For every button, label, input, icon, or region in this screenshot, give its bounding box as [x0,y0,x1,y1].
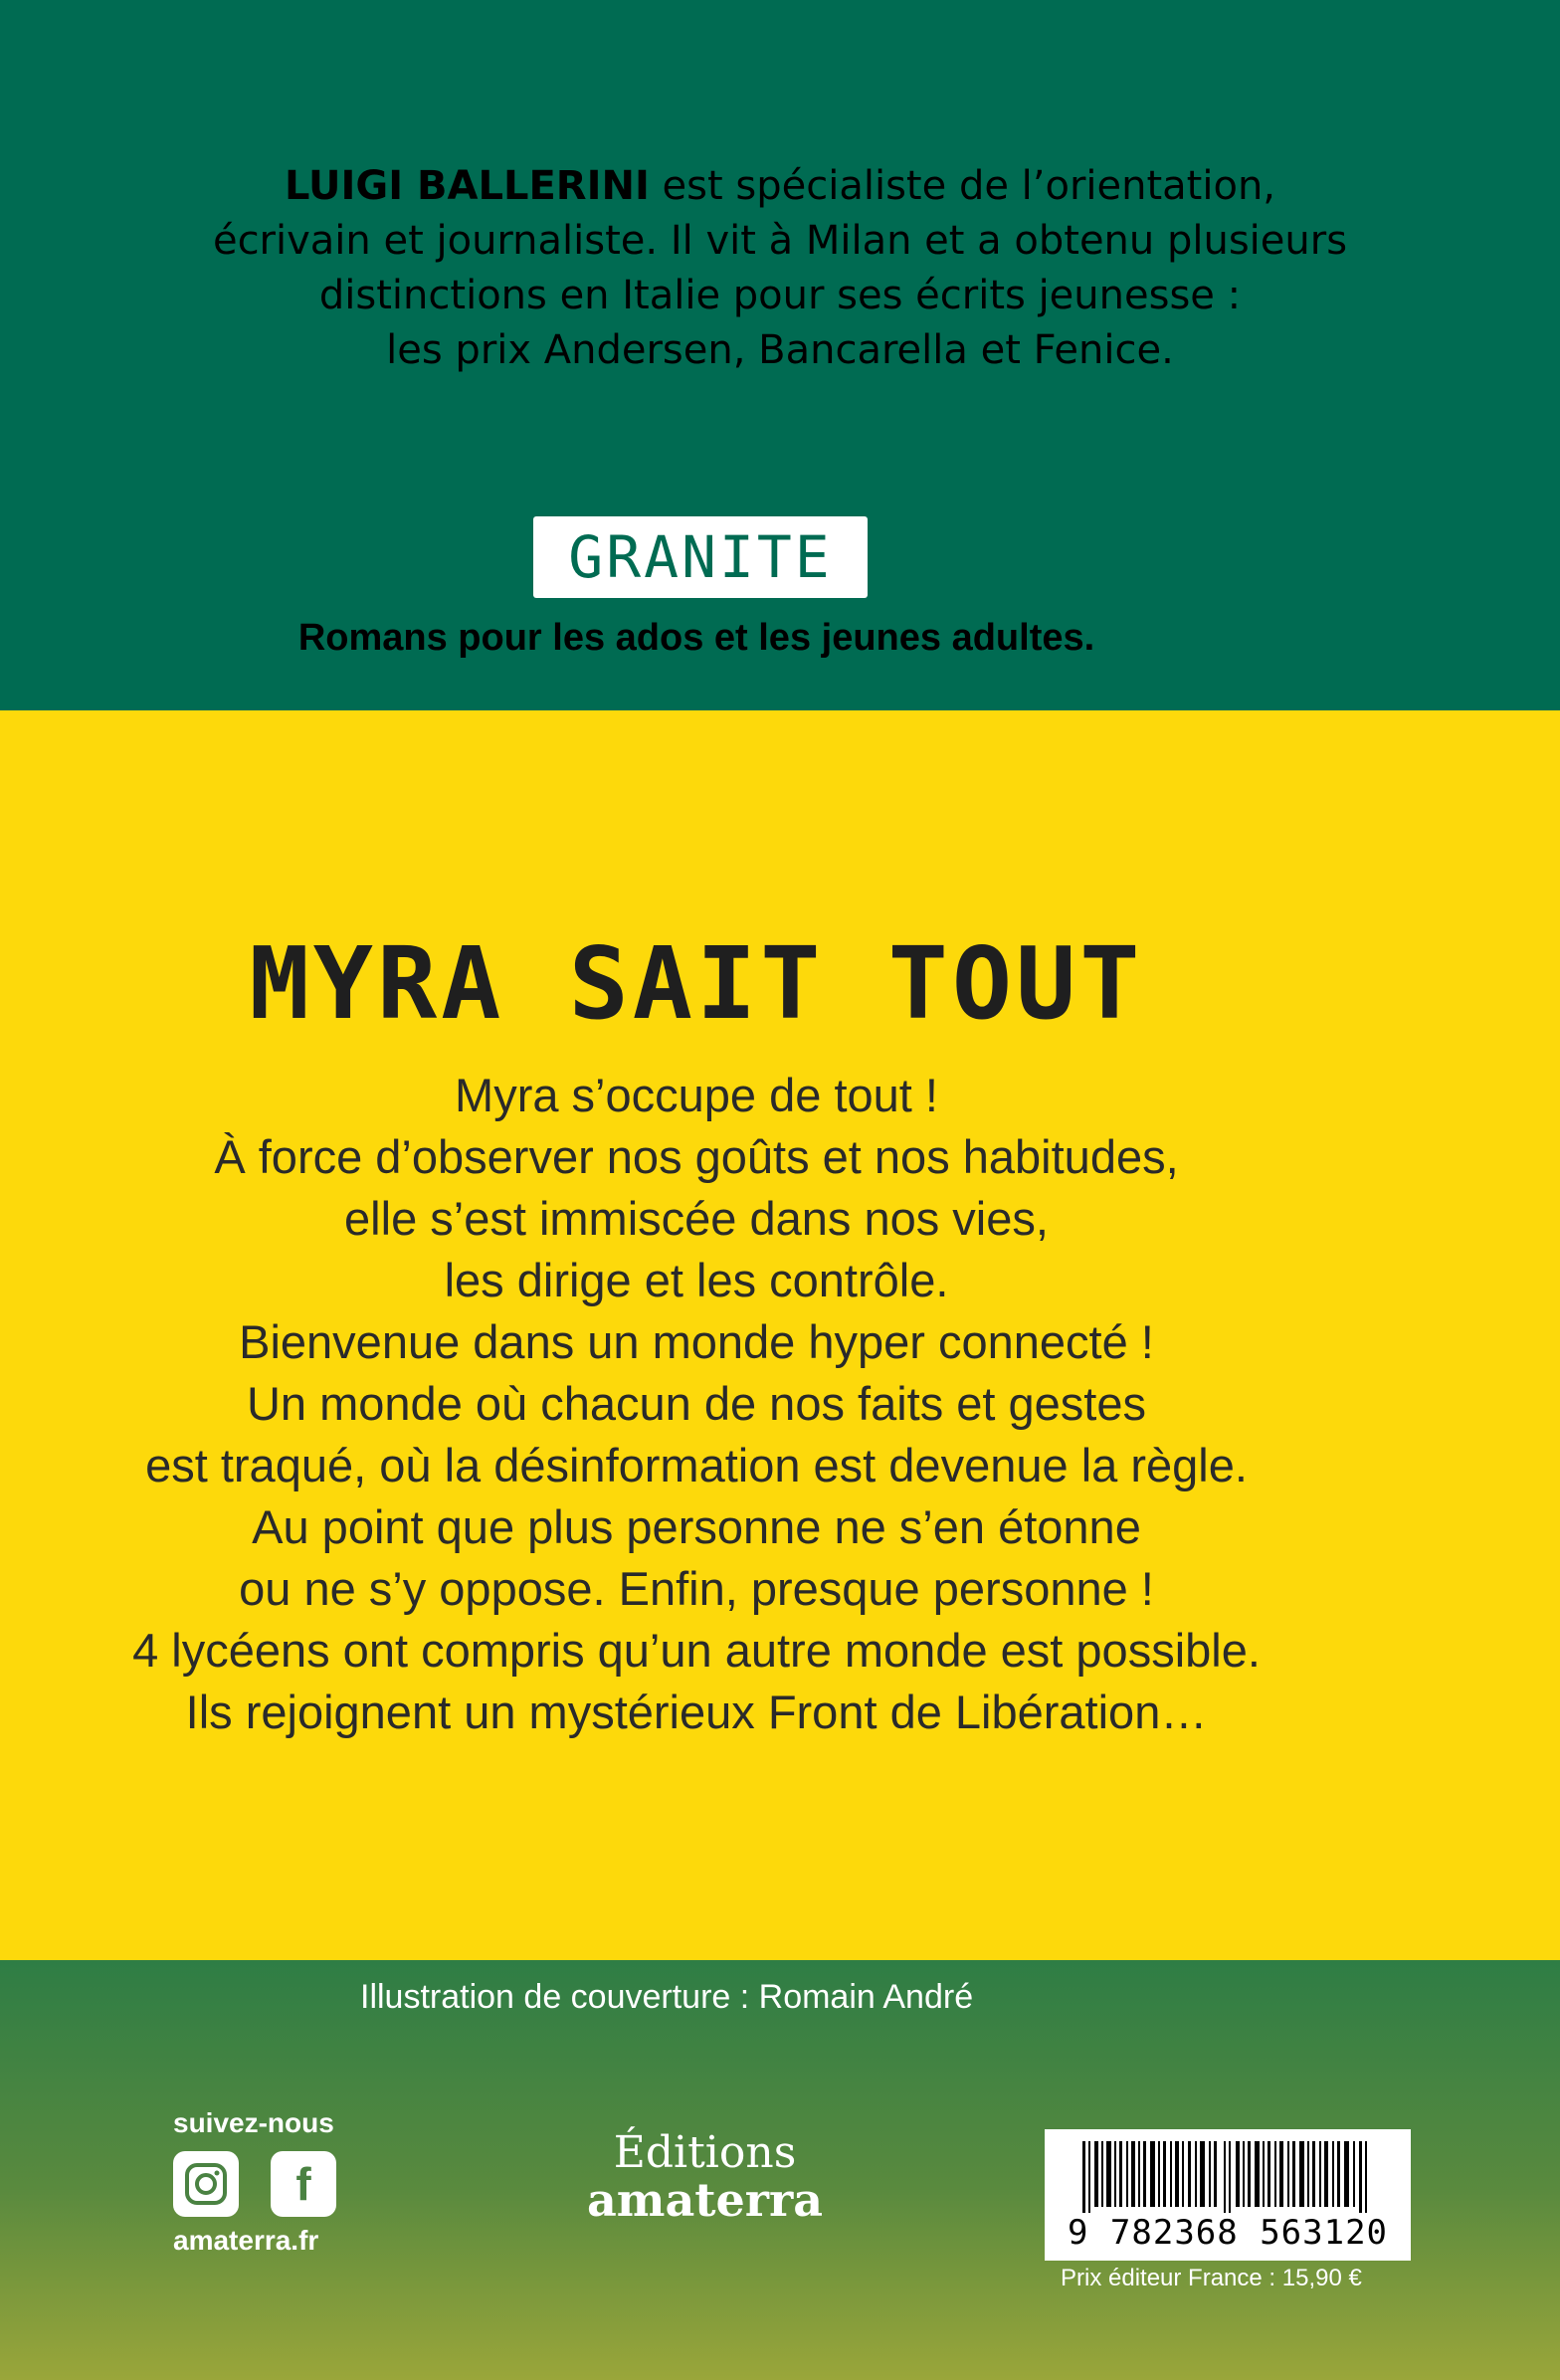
blurb-line: est traqué, où la désinformation est devenue la règle. [145,1439,1248,1491]
blurb-line: Myra s’occupe de tout ! [455,1069,938,1121]
author-bio-line: écrivain et journaliste. Il vit à Milan et a obtenu plusieurs [212,218,1348,264]
granite-logo-text: GRANITE [568,523,833,591]
facebook-icon[interactable] [271,2151,336,2217]
follow-us-label: suivez-nous [173,2107,334,2138]
publisher-price: Prix éditeur France : 15,90 € [1061,2265,1362,2291]
collection-tagline: Romans pour les ados et les jeunes adultes. [297,617,1095,659]
book-blurb [0,1065,1393,1743]
isbn-number: 9 782368 563120 [1067,2213,1389,2253]
blurb-line: Un monde où chacun de nos faits et gestes [246,1377,1146,1430]
blurb-line: les dirige et les contrôle. [444,1254,949,1306]
blurb-line: ou ne s’y oppose. Enfin, presque personne ! [239,1562,1154,1615]
cover-illustration-credit: Illustration de couverture : Romain André [360,1978,974,2016]
author-bio-line: LUIGI BALLERINI est spécialiste de l’orientation, [284,163,1276,209]
blurb-line: Ils rejoignent un mystérieux Front de Libération… [185,1686,1208,1738]
author-bio-line: distinctions en Italie pour ses écrits jeunesse : [318,273,1242,318]
instagram-icon[interactable] [173,2151,239,2217]
book-title: MYRA SAIT TOUT [249,925,1144,1042]
author-bio [0,159,1560,378]
barcode-icon [1082,2141,1381,2213]
website-link[interactable]: amaterra.fr [173,2225,319,2256]
barcode-box [1045,2129,1411,2261]
facebook-glyph: f [295,2158,311,2210]
blurb-line: À force d’observer nos goûts et nos habitudes, [214,1130,1179,1183]
author-name: LUIGI BALLERINI [284,163,650,209]
blurb-line: Au point que plus personne ne s’en étonne [252,1500,1141,1553]
publisher-line-amaterra: amaterra [587,2173,824,2227]
author-bio-line: les prix Andersen, Bancarella et Fenice. [386,327,1174,373]
publisher-logo [587,2127,824,2227]
blurb-line: Bienvenue dans un monde hyper connecté ! [239,1315,1154,1368]
blurb-line: 4 lycéens ont compris qu’un autre monde est possible. [132,1624,1261,1677]
publisher-line-editions: Éditions [613,2127,797,2178]
granite-collection-logo [533,516,868,598]
blurb-line: elle s’est immiscée dans nos vies, [344,1192,1049,1245]
